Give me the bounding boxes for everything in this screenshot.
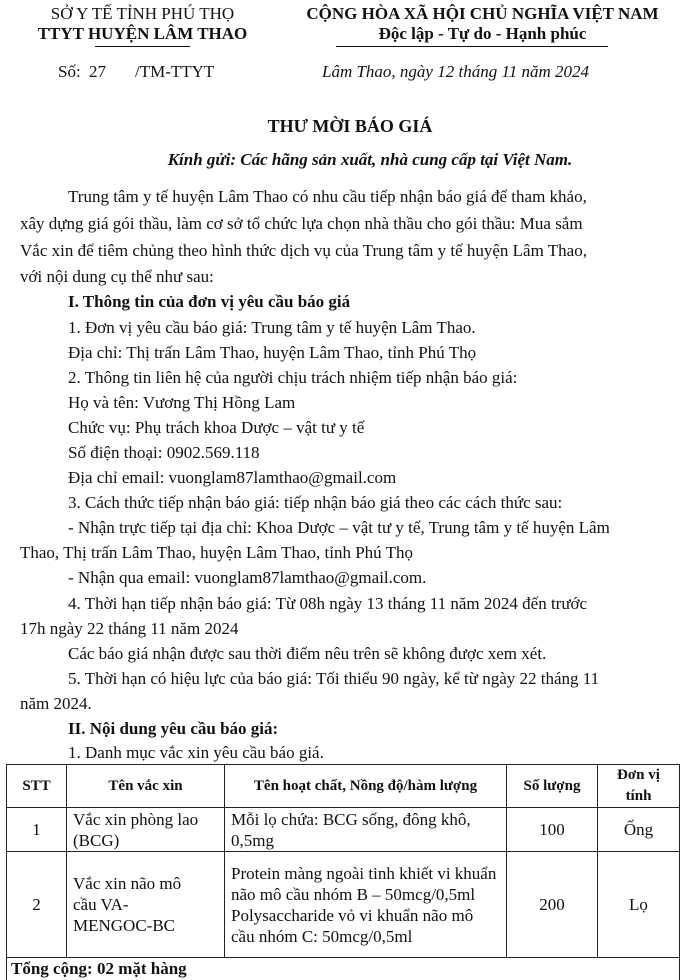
section-1-line: 4. Thời hạn tiếp nhận báo giá: Từ 08h ngày 13 tháng 11 năm 2024 đến trước <box>68 594 588 613</box>
section-1-line: Họ và tên: Vương Thị Hồng Lam <box>68 393 296 412</box>
table-header-row <box>7 765 680 808</box>
cell-qty: 100 <box>507 808 598 852</box>
intro-line: Trung tâm y tế huyện Lâm Thao có nhu cầu tiếp nhận báo giá để tham khảo, <box>68 187 587 206</box>
section-1-line: Các báo giá nhận được sau thời điểm nêu trên sẽ không được xem xét. <box>68 644 547 663</box>
table-row <box>7 808 680 852</box>
section-1-line: Số điện thoại: 0902.569.118 <box>68 443 260 462</box>
cell-unit: Lọ <box>598 852 680 958</box>
intro-line: với nội dung cụ thể như sau: <box>20 267 214 286</box>
section-1-line: Địa chỉ email: vuonglam87lamthao@gmail.com <box>68 468 397 487</box>
col-header-unit: Đơn vị tính <box>598 765 680 808</box>
motto-underline <box>336 46 608 47</box>
doc-number-label: Số: <box>58 62 81 81</box>
doc-number: 27 <box>89 62 106 81</box>
vaccine-table <box>6 764 680 980</box>
section-1-line: 1. Đơn vị yêu cầu báo giá: Trung tâm y tế huyện Lâm Thao. <box>68 318 476 337</box>
col-header-qty: Số lượng <box>507 765 598 808</box>
cell-ingredient: Mỗi lọ chứa: BCG sống, đông khô, 0,5mg <box>225 808 507 852</box>
cell-name: Vắc xin não mô cầu VA-MENGOC-BC <box>67 852 225 958</box>
table-total-row <box>7 958 680 980</box>
date-line: Lâm Thao, ngày 12 tháng 11 năm 2024 <box>322 62 589 81</box>
section-1-line: Thao, Thị trấn Lâm Thao, huyện Lâm Thao, tỉnh Phú Thọ <box>20 543 413 562</box>
section-2-heading: II. Nội dung yêu cầu báo giá: <box>68 719 279 738</box>
intro-line: Vắc xin để tiêm chủng theo hình thức dịch vụ của Trung tâm y tế huyện Lâm Thao, <box>20 241 587 260</box>
greeting: Kính gửi: Các hãng sản xuất, nhà cung cấp tại Việt Nam. <box>167 150 573 169</box>
cell-stt: 2 <box>7 852 67 958</box>
cell-name: Vắc xin phòng lao (BCG) <box>67 808 225 852</box>
section-1-line: 17h ngày 22 tháng 11 năm 2024 <box>20 619 239 638</box>
section-1-line: năm 2024. <box>20 694 92 713</box>
agency-line-1: SỞ Y TẾ TỈNH PHÚ THỌ <box>50 4 235 23</box>
col-header-name: Tên vắc xin <box>67 765 225 808</box>
section-1-line: 2. Thông tin liên hệ của người chịu trách nhiệm tiếp nhận báo giá: <box>68 368 518 387</box>
agency-line-2: TTYT HUYỆN LÂM THAO <box>37 24 248 43</box>
ingredient-line: Protein màng ngoài tinh khiết vi khuẩn não mô cầu nhóm B – 50mcg/0,5ml <box>231 863 497 904</box>
section-1-line: Chức vụ: Phụ trách khoa Dược – vật tư y tế <box>68 418 365 437</box>
national-motto: Độc lập - Tự do - Hạnh phúc <box>378 24 587 43</box>
table-total: Tổng cộng: 02 mặt hàng <box>7 958 680 980</box>
agency-underline <box>95 46 190 47</box>
section-1-line: Địa chỉ: Thị trấn Lâm Thao, huyện Lâm Thao, tỉnh Phú Thọ <box>68 343 477 362</box>
col-header-ingredient: Tên hoạt chất, Nồng độ/hàm lượng <box>225 765 507 808</box>
col-header-stt: STT <box>7 765 67 808</box>
ingredient-line: Polysaccharide vỏ vi khuẩn não mô cầu nhóm C: 50mcg/0,5ml <box>231 905 474 946</box>
cell-qty: 200 <box>507 852 598 958</box>
national-title: CỘNG HÒA XÃ HỘI CHỦ NGHĨA VIỆT NAM <box>306 4 659 23</box>
section-1-heading: I. Thông tin của đơn vị yêu cầu báo giá <box>68 292 351 311</box>
cell-stt: 1 <box>7 808 67 852</box>
section-1-line: 5. Thời hạn có hiệu lực của báo giá: Tối thiểu 90 ngày, kể từ ngày 22 tháng 11 <box>68 669 600 688</box>
cell-unit: Ống <box>598 808 680 852</box>
section-1-line: 3. Cách thức tiếp nhận báo giá: tiếp nhận báo giá theo các cách thức sau: <box>68 493 563 512</box>
page-title: THƯ MỜI BÁO GIÁ <box>267 116 433 136</box>
table-row <box>7 852 680 958</box>
section-1-line: - Nhận qua email: vuonglam87lamthao@gmail.com. <box>68 568 427 587</box>
doc-code: /TM-TTYT <box>135 62 215 81</box>
intro-line: xây dựng giá gói thầu, làm cơ sở tổ chức lựa chọn nhà thầu cho gói thầu: Mua sắm <box>20 214 583 233</box>
section-2-sub: 1. Danh mục vắc xin yêu cầu báo giá. <box>68 743 324 762</box>
section-1-line: - Nhận trực tiếp tại địa chỉ: Khoa Dược – vật tư y tế, Trung tâm y tế huyện Lâm <box>68 518 610 537</box>
cell-ingredient <box>225 852 507 958</box>
